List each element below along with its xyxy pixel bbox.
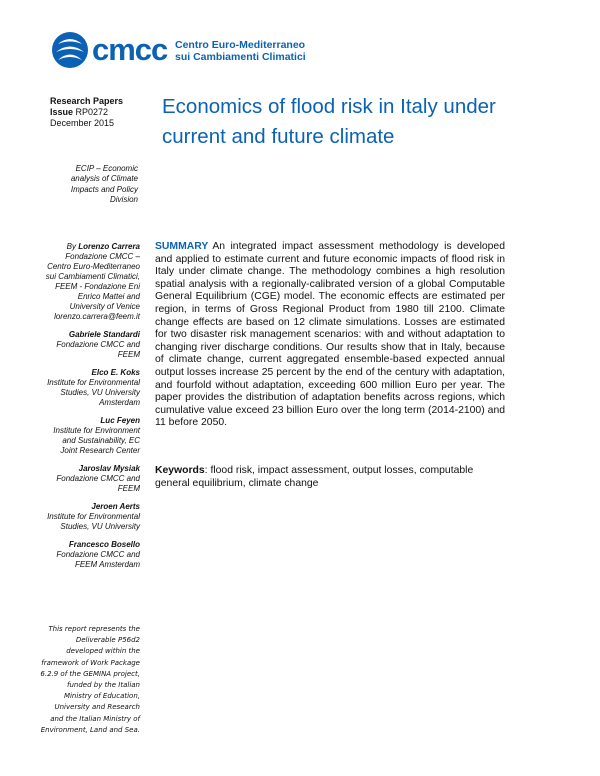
author-prefix: By: [66, 242, 79, 251]
keywords-text: : flood risk, impact assessment, output losses, computable general equilibrium, climate change: [155, 465, 474, 489]
summary-text: An integrated impact assessment methodology is developed and applied to estimate current and future economic impacts of flood risk in Italy under climate change. The methodology combines a high resolution spatial analysis with a regionally-calibrated version of a global Computable General Equilibrium (CGE) model. The economic effects are estimated per region, in terms of Gross Regional Product from 1980 till 2100. Climate change effects are based on 12 climate simulations. Losses are estimated for two disaster risk management scenarios: with and without adaptation to changing river discharge conditions. Our results show that in Italy, because of climate change, current aggregated ensemble-based expected annual output losses increase 25 percent by the end of the century with adaptation, and fourfold without adaptation, exceeding 600 million Euro per year. The paper provides the distribution of adaptation benefits across regions, which cumulative value exceed 23 billion Euro over the long term (2014-2100) and 11 before 2050.: [155, 241, 505, 429]
author-affiliation: Fondazione CMCC and FEEM: [56, 474, 140, 493]
author-affiliation: Institute for Environment and Sustainability, EC Joint Research Center: [53, 426, 140, 455]
funding-note: This report represents the Deliverable P56d2 developed within the framework of Work Package 6.2.9 of the GEMINA project, funded by the Italian Ministry of Education, University and Research and the Italian Ministry of Environment, Land and Sea.: [40, 625, 140, 734]
author-name: Luc Feyen: [100, 416, 140, 425]
summary-paragraph: [155, 241, 505, 430]
author-entry: [44, 540, 140, 570]
paper-meta: [50, 96, 128, 129]
author-name: Gabriele Standardi: [68, 330, 140, 339]
author-name: Lorenzo Carrera: [78, 242, 140, 251]
author-name: Elco E. Koks: [91, 368, 140, 377]
division-name: ECIP – Economic analysis of Climate Impacts and Policy Division: [70, 164, 138, 204]
paper-title: Economics of flood risk in Italy under current and future climate: [162, 95, 496, 148]
organization-line-2: sui Cambiamenti Climatici: [175, 51, 306, 63]
author-name: Francesco Bosello: [68, 540, 140, 549]
keywords-label: Keywords: [155, 465, 205, 476]
issue-date: December 2015: [50, 118, 115, 128]
author-affiliation: Institute for Environmental Studies, VU University Amsterdam: [47, 378, 140, 407]
author-affiliation: Fondazione CMCC and FEEM: [56, 340, 140, 359]
author-entry: [44, 368, 140, 408]
organization-name: [175, 39, 395, 63]
author-entry: [44, 330, 140, 360]
author-affiliation: Fondazione CMCC and FEEM Amsterdam: [56, 550, 140, 569]
author-name: Jaroslav Mysiak: [78, 464, 140, 473]
logo-wordmark: cmcc: [92, 32, 168, 67]
author-email: lorenzo.carrera@feem.it: [54, 312, 140, 321]
author-entry: [44, 416, 140, 456]
series-label: Research Papers: [50, 96, 124, 106]
cmcc-logo-mark-icon: [50, 30, 90, 70]
issue-number: RP0272: [75, 107, 109, 117]
author-list: [44, 242, 140, 578]
keywords-paragraph: [155, 465, 505, 490]
organization-line-1: Centro Euro-Mediterraneo: [175, 39, 306, 51]
issue-label: Issue: [50, 107, 74, 117]
author-affiliation: Fondazione CMCC – Centro Euro-Mediterraneo sui Cambiamenti Climatici, FEEM - Fondazione Eni Enrico Mattei and University of Venice: [45, 252, 140, 311]
issue-line: [50, 107, 128, 118]
author-affiliation: Institute for Environmental Studies, VU University: [47, 512, 140, 531]
author-entry: [44, 242, 140, 322]
author-name: Jeroen Aerts: [91, 502, 140, 511]
author-entry: [44, 464, 140, 494]
author-entry: [44, 502, 140, 532]
summary-heading: SUMMARY: [155, 241, 209, 252]
